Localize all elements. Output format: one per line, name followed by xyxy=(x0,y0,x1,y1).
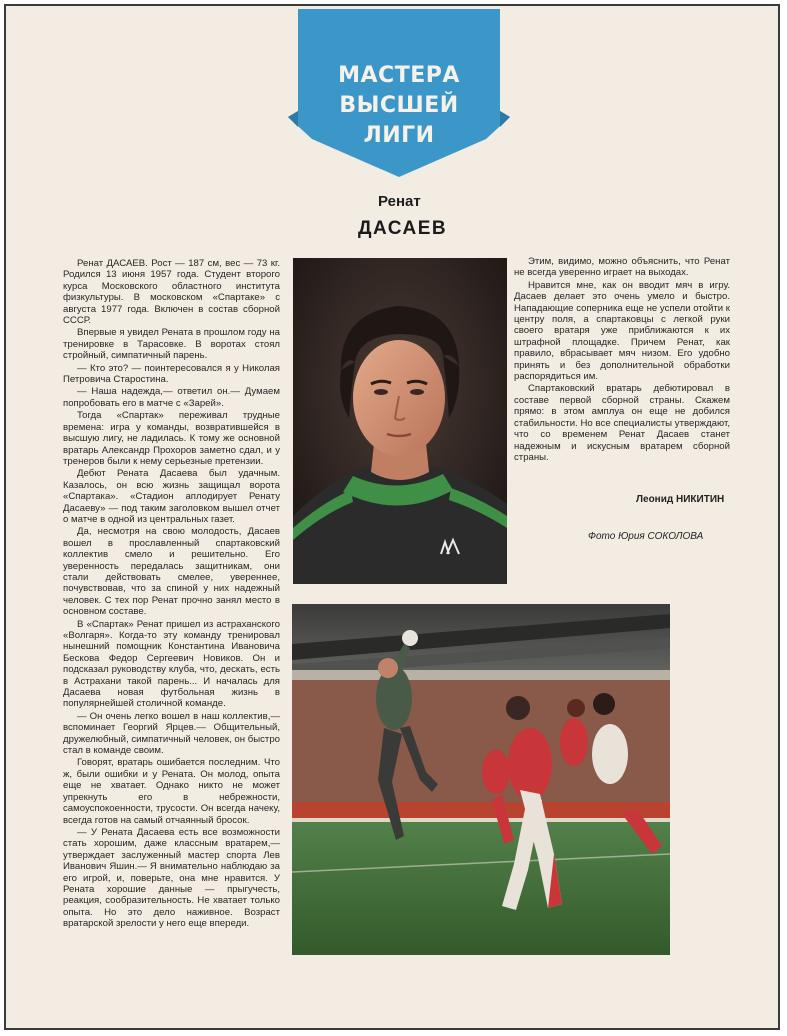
paragraph: Да, несмотря на свою молодость, Дасаев вошел в прославленный спартаковский коллектив смело и решительно. Его уверенность передалась защитникам, они стали действовать смелее, увереннее, почувствовав, что за спиной у них надежный человек. С тех пор Ренат прочно занял место в основном составе. xyxy=(63,526,280,618)
photo-credit-prefix: Фото Юрия xyxy=(588,531,645,542)
player-last-name: ДАСАЕВ xyxy=(358,218,448,239)
banner-line-3: ЛИГИ xyxy=(363,123,435,148)
banner-line-2: ВЫСШЕЙ xyxy=(339,93,459,118)
section-banner xyxy=(288,9,510,179)
author-credit xyxy=(636,494,724,505)
magazine-page xyxy=(4,4,780,1030)
photo-credit-name: СОКОЛОВА xyxy=(647,531,704,542)
paragraph: Ренат ДАСАЕВ. Рост — 187 см, вес — 73 кг. Родился 13 июня 1957 года. Студент второго курса Московского областного института физкультуры. В московском «Спартаке» с августа 1977 года. Включен в состав сборной СССР. xyxy=(63,258,280,327)
paragraph: Тогда «Спартак» переживал трудные времена: игра у команды, возвратившейся в высшую лигу, не ладилась. К тому же основной вратарь Александр Прохоров заметно сдал, и у тренеров были к нему серьезные претензии. xyxy=(63,410,280,467)
portrait-illustration xyxy=(293,258,507,584)
paragraph: В «Спартак» Ренат пришел из астраханского «Волгаря». Когда-то эту команду тренировал нынешний помощник Константина Ивановича Бескова Федор Сергеевич Новиков. Он и подсказал руководству клуба, что, дескать, есть в Астрахани такой парень... И началась для Дасаева новая футбольная жизнь в популярнейшей столичной команде. xyxy=(63,618,280,710)
paragraph: Говорят, вратарь ошибается последним. Что ж, были ошибки и у Рената. Он молод, опыта еще не хватает. Однако никто не может упрекнуть его в небрежности, самоуспокоенности, трусости. Он всегда начеку, всегда готов на самый отчаянный бросок. xyxy=(63,757,280,826)
player-first-name: Ренат xyxy=(378,193,421,210)
paragraph: — Он очень легко вошел в наш коллектив,— вспоминает Георгий Ярцев.— Общительный, дружелюбный, симпатичный человек, он быстро стал в команде своим. xyxy=(63,710,280,757)
match-illustration xyxy=(292,604,670,955)
paragraph: Нравится мне, как он вводит мяч в игру. Дасаев делает это очень умело и быстро. Нападающие соперника еще не успели отойти к центру поля, а спартаковцы с легкой руки своего вратаря уже приближаются к их штрафной площадке. Причем Ренат, как правило, вбрасывает мяч низом. Его удобно принять и без дополнительной обработки распорядиться им. xyxy=(514,279,730,383)
paragraph: — Кто это? — поинтересовался я у Николая Петровича Старостина. xyxy=(63,362,280,386)
author-first-name: Леонид xyxy=(636,494,674,505)
author-last-name: НИКИТИН xyxy=(676,494,725,505)
article-right-column xyxy=(514,256,730,486)
paragraph: Впервые я увидел Рената в прошлом году на тренировке в Тарасовке. В воротах стоял стройный, симпатичный парень. xyxy=(63,327,280,362)
photo-credit xyxy=(588,531,703,542)
paragraph: — Наша надежда,— ответил он.— Думаем попробовать его в матче с «Зарей». xyxy=(63,386,280,409)
portrait-photo xyxy=(293,258,507,584)
paragraph: — У Рената Дасаева есть все возможности стать хорошим, даже классным вратарем,— утверждает заслуженный мастер спорта Лев Иванович Яшин.— Я внимательно наблюдаю за его игрой, и, поверьте, она мне нравится. У Рената хорошие данные — прыгучесть, реакция, сообразительность. Не хватает только опыта. Но это дело наживное. Возраст вратарской зрелости у него еще впереди. xyxy=(63,826,280,930)
article-left-column xyxy=(63,258,280,964)
banner-title xyxy=(288,61,510,151)
banner-line-1: МАСТЕРА xyxy=(338,63,460,88)
match-photo xyxy=(292,604,670,955)
paragraph: Спартаковский вратарь дебютировал в составе первой сборной страны. Скажем прямо: в этом амплуа он еще не добился стабильности. Но все специалисты утверждают, что со временем Ренат Дасаев станет надежным и искусным вратарем сборной страны. xyxy=(514,383,730,463)
paragraph: Дебют Рената Дасаева был удачным. Казалось, он всю жизнь защищал ворота «Спартака». «Стадион аплодирует Ренату Дасаеву» — под таким заголовком вышел отчет о матче в одной из центральных газет. xyxy=(63,468,280,525)
paragraph: Этим, видимо, можно объяснить, что Ренат не всегда уверенно играет на выходах. xyxy=(514,256,730,279)
